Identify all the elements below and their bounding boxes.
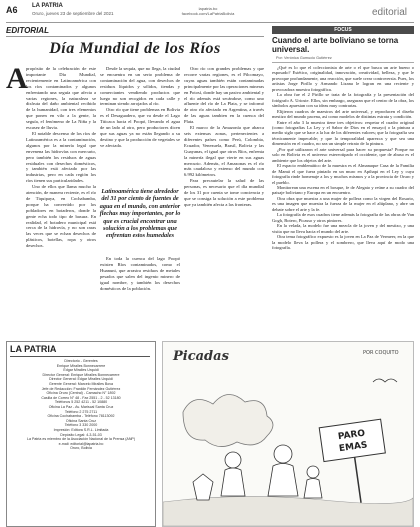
masthead-line: Enrique Miralles Bonnecarrere bbox=[56, 363, 106, 368]
cartoon-logo: Picadas bbox=[173, 349, 229, 364]
masthead-line: Impresión: Editora S.R.L. Limitada bbox=[53, 427, 109, 432]
masthead-line: Oruro, Bolivia bbox=[70, 446, 92, 451]
paragraph: En la velada, la modelo fue una mezcla de la joven y del mestizo, y una visita que no lleva hacia el mundo del arte. bbox=[272, 223, 414, 234]
paragraph: Otro río que tiene problemas en Bolivia es el Desaguadero, que va desde el Lago Titicaca hacia el Poopó, llevando el agua de un lado al otro, pero productores dicen que sus aguas ya no están llegando a su destino y que la producción de vegetales se ve afectada. bbox=[100, 107, 180, 148]
editorial-rule bbox=[6, 36, 264, 37]
masthead-line: Jefe de Redacción: Franklin Fernández Gutiérrez bbox=[41, 386, 121, 391]
cartoon-signature: POR COQUITO bbox=[363, 350, 399, 356]
dust-cloud-shape bbox=[183, 394, 273, 446]
masthead-line: Teléfono 3 330 2000 bbox=[64, 423, 98, 428]
masthead-line: Oficina Oruro (Central) - Camacho N° 1892 bbox=[46, 391, 116, 396]
sign-text-line-1: PARO bbox=[337, 428, 366, 443]
paragraph: El espacio emblemático de la muestra es el Almanaque Casa de la Familia de Mamá el que fuera pintado en un muro en Apthapi en el Ley y cuya fotografía rinde homenaje a los y muchos mismos y a la provincia de Oruro y el pueblo. bbox=[272, 163, 414, 185]
paragraph: ¿Por qué utilizaron el arte universal para hacer su propuesta? Porque no solo en Bolivia es el universo estereotipado el occidente, que de abuso es el ambiente que los objetos del arte. bbox=[272, 146, 414, 163]
paragraph: Para precautelar la salud de las personas, es necesario que el día mundial de los 31 por cuenta se tome conciencia y que se consiga la solución a este problema que ya también afecta a las fronteras. bbox=[184, 178, 264, 207]
website-url: lapatria.bo bbox=[198, 6, 218, 11]
paragraph: ¿Qué es lo que el coleccionista de arte o el que busca un arte bueno o esposado? Estético, originalidad, innovación, creatividad, belleza, y que le provoque profundamente, una reacción, que suele crear controversia. Pues, los artistas Jorge Pirillo y Armando Lizana le logran en una reciente y provocadora muestra fotográfica. bbox=[272, 65, 414, 92]
pull-quote: Latinoamérica tiene alrededor del 31 por ciento de fuentes de agua en el mundo, con anterior flechas muy importantes, por lo que es crucial encontrar una solución a los problemas que enfrentan estos humedales bbox=[99, 188, 181, 240]
paragraph: Uno de ellos que llama mucho la atención, de manera reciente, es el río de Tiquipaya, en Cochabamba, porque ha convertido por los pobladores en botaderos, donde la gente echa todo tipo de basura. En realidad, el botadero municipal está cerca de la hidrovía, y no son raras las veces que se echan desechos de plásticos, botellas, ropa y otros desechos. bbox=[26, 184, 96, 249]
masthead-line: Oficina Santa Cruz bbox=[65, 418, 97, 423]
brand-name: LA PATRIA bbox=[32, 3, 63, 9]
social-url: facebook.com/LaPatriaBolivia bbox=[181, 11, 235, 16]
paragraph: La obra fue el 2 Pirillo se trata de la fotografía y la presentación del fotógrafo A. Urioste. Ellos, sin embargo, aseguran que el centro de la obra, los símbolos apuestan con su ideas muy contrarias. bbox=[272, 92, 414, 109]
editorial-title: Día Mundial de los Ríos bbox=[49, 40, 221, 57]
paragraph: En toda la cuenca del lago Poopó existen Ríos contaminados, como el Huanuni, que arrastra residuos de metales pesados que salen del ingenio minero de igual nombre, y también los desechos domésticos de la población. bbox=[100, 256, 180, 291]
focus-label: FOCUS bbox=[272, 26, 414, 34]
paragraph: Otra tema fotográfico expuesto es la joven en La Paz de Vermeer, en la que la modelo lleva la pollera y el sombrero, que lleva aquí de modo una fotografía. bbox=[272, 234, 414, 250]
paragraph: Otro río con grandes problemas y que recorre varias regiones, es el Pilcomayo, cuyas aguas también están contaminadas principalmente por las operaciones mineras en Potosí, donde hay un pasivo ambiental y el río además está secándose, como uno afluente del río de La Plata, y se informó de otro río afectado en Argentina, a través de las aguas tambien en la cuenca del Plata. bbox=[184, 66, 264, 125]
sign-text-line-2: EMAS bbox=[338, 440, 369, 455]
focus-divider bbox=[272, 62, 414, 63]
masthead-line: Casilla de Correo N° 48 - Fax 2551 - 2 - 52 13180 bbox=[41, 395, 121, 400]
drop-cap: A bbox=[6, 62, 28, 95]
masthead-line: Oficina La Paz - Av. Mariscal Santa Cruz bbox=[48, 404, 114, 409]
focus-author: Por: Verónica Gumucio Gutiérrez bbox=[276, 56, 332, 60]
masthead-line: Gerente General: Marcelo Miralles Bova bbox=[48, 381, 114, 386]
masthead-details bbox=[10, 359, 152, 451]
masthead-line: Oficina Cochabamba - Teléfono 78113092 bbox=[47, 414, 115, 419]
editorial-label: EDITORIAL bbox=[6, 26, 49, 35]
paragraph: La fotografía de esos cuadros tiene además la fotografía de las obras de Van Gogh, Botero, Picasso y otros pintores. bbox=[272, 212, 414, 223]
masthead-line: Teléfono 2 275 2711 bbox=[64, 409, 98, 414]
masthead-line: Edgar Miralles Urquidi bbox=[63, 368, 99, 373]
masthead-line: Teléfonos 5 252 4211 - 52 10880 bbox=[54, 400, 108, 405]
editorial-column-2-top bbox=[100, 66, 180, 184]
paragraph: Monitorean una escena en el bosque, fe de Alegato y reúne a su cuadro del paisaje boliviano y Europa en un encuentro. bbox=[272, 184, 414, 196]
focus-title: Cuando el arte boliviano se torna universal. bbox=[272, 36, 399, 54]
paragraph: Elijieron cuadros de maestros del arte universal, y reproducen el diseño mestizo del mundo pacena, así como modelos de distintas estrata y condición. bbox=[272, 108, 414, 120]
masthead-line: Directorio - Gerentes bbox=[64, 359, 98, 363]
header-divider bbox=[6, 22, 414, 23]
paragraph: Otra obra que muestra a una mujer de pollera como la virgen del Rosario, es una imagen que muestra la fuerza de la mujer en el altiplano, y abre un debate sobre el arte y la fe. bbox=[272, 195, 414, 212]
editorial-column-2-bottom bbox=[100, 256, 180, 336]
editorial-column-1 bbox=[26, 66, 96, 336]
website-info bbox=[158, 6, 258, 16]
page-number: A6 bbox=[6, 5, 18, 15]
masthead-divider bbox=[10, 356, 150, 357]
masthead-line: Director General: Enrique Miralles Bonnecarrere bbox=[42, 372, 120, 377]
masthead-line: e-mail: editorial@lapatria.bo bbox=[58, 441, 104, 446]
masthead-line: Director General: Edgar Miralles Urquidi bbox=[49, 377, 113, 382]
masthead-name: LA PATRIA bbox=[10, 344, 57, 354]
paragraph: propósito de la celebración de este importante Día Mundial, recientemente en Latinoamérica con los ríos contaminados y algunos enfrentando una seguía que afecta a varias regiones, la naturaleza se disfruta del daño ambiental recibido de la humanidad, con tres elementos que ponen en vilo a la gente, la seguía, el fenómeno de La Niña y la escasez de lluvia. bbox=[26, 66, 96, 131]
masthead-line: La Patria es miembro de la Asociación Nacional de la Prensa (ANP) bbox=[26, 437, 136, 442]
section-name: editorial bbox=[372, 7, 408, 18]
paragraph: Entre el año 3 la muestra tiene tres objetivos: respetar el cuadro original (como fotografías La Ley y el Sabor de Dios en el ensayo) o la pintura a medio siglo que se hace a la luz de los diferentes valores; que la fotografía sea técnicamente impecable; y que la temporalidad aparezca y que sea una dimensión en el cuadro, no sea un simple retrato de la pintura. bbox=[272, 119, 414, 147]
focus-body bbox=[272, 65, 414, 523]
editorial-column-3 bbox=[184, 66, 264, 336]
issue-date: Oruro, jueves 23 de septiembre del 2021 bbox=[32, 11, 114, 16]
paragraph: El notable descenso de los ríos de Latinoamérica es a la contaminación, algunos por la minería legal que envenena las hidrovías con mercurio, pero también los residuos de aguas residuales con desechos domésticos, y también está afectado por las industrias, pero en cada región los ríos tienen sus particularidades. bbox=[26, 130, 96, 184]
paragraph: Desde la sequía, que no llega, la ciudad se encuentra en un serio problema de contaminación del agua, con desechos de residuos líquidos y sólidos, tiendas y comerciantes vendiendo productos que luego no son recogidos en cada calle y terminan siendo arrojados al río. bbox=[100, 66, 180, 107]
masthead-line: Depósito Legal: 4-3-51-03 bbox=[60, 432, 102, 437]
paragraph: El marco de la Amazonía que abarca seis extensas zonas, pertenecientes a diferentes países como Perú, Colombia, Ecuador, Venezuela, Brasil, Bolivia y las Guayanas, el igual que otros Ríos, enfrenta la minería ilegal que vierte en sus aguas mercurio. Además, el Amazonas es el río más caudaloso y extenso del mundo con 6.992 kilómetros. bbox=[184, 125, 264, 178]
